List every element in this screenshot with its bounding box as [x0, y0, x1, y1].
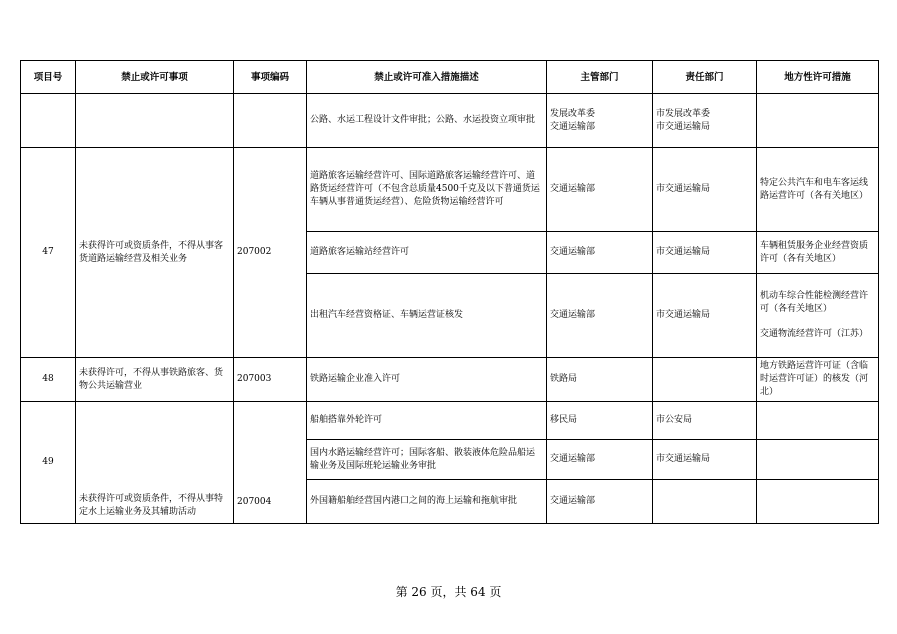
header-matter: 禁止或许可事项	[76, 61, 234, 94]
cell-num: 49	[21, 402, 76, 524]
local-measure-2: 交通物流经营许可（江苏）	[760, 329, 869, 339]
cell-dept: 移民局	[547, 402, 653, 440]
permit-table	[20, 60, 879, 524]
cell-code: 207003	[234, 358, 307, 402]
cell-resp: 市发展改革委 市交通运输局	[653, 94, 757, 148]
cell-dept: 交通运输部	[547, 480, 653, 524]
cell-resp	[653, 480, 757, 524]
header-code: 事项编码	[234, 61, 307, 94]
cell-num: 47	[21, 148, 76, 358]
cell-local: 车辆租赁服务企业经营资质许可（各有关地区）	[757, 232, 879, 274]
cell-matter	[76, 94, 234, 148]
cell-local	[757, 274, 879, 358]
cell-measure: 船舶搭靠外轮许可	[307, 402, 547, 440]
cell-measure: 铁路运输企业准入许可	[307, 358, 547, 402]
cell-dept: 铁路局	[547, 358, 653, 402]
page-number: 第 26 页，共 64 页	[395, 585, 502, 599]
cell-measure: 道路旅客运输经营许可、国际道路旅客运输经营许可、道路货运经营许可（不包含总质量4500千克及以下普通货运车辆从事普通货运经营）、危险货物运输经营许可	[307, 148, 547, 232]
local-measure-1: 机动车综合性能检测经营许可（各有关地区）	[760, 291, 869, 314]
cell-dept: 交通运输部	[547, 274, 653, 358]
cell-resp: 市交通运输局	[653, 148, 757, 232]
header-row	[21, 61, 879, 94]
cell-resp	[653, 358, 757, 402]
table-row	[21, 358, 879, 402]
cell-local	[757, 94, 879, 148]
cell-matter: 未获得许可，不得从事铁路旅客、货物公共运输营业	[76, 358, 234, 402]
cell-code: 207002	[234, 148, 307, 358]
cell-local	[757, 440, 879, 480]
cell-measure: 外国籍船舶经营国内港口之间的海上运输和拖航审批	[307, 480, 547, 524]
cell-measure: 公路、水运工程设计文件审批；公路、水运投资立项审批	[307, 94, 547, 148]
cell-resp: 市交通运输局	[653, 232, 757, 274]
header-dept: 主管部门	[547, 61, 653, 94]
cell-measure: 国内水路运输经营许可；国际客船、散装液体危险品船运输业务及国际班轮运输业务审批	[307, 440, 547, 480]
header-resp: 责任部门	[653, 61, 757, 94]
cell-dept: 交通运输部	[547, 232, 653, 274]
header-measure: 禁止或许可准入措施描述	[307, 61, 547, 94]
table-row	[21, 94, 879, 148]
cell-resp: 市交通运输局	[653, 274, 757, 358]
cell-matter: 未获得许可或资质条件，不得从事客货道路运输经营及相关业务	[76, 148, 234, 358]
cell-measure: 出租汽车经营资格证、车辆运营证核发	[307, 274, 547, 358]
table-row	[21, 402, 879, 440]
header-item-no: 项目号	[21, 61, 76, 94]
cell-matter: 未获得许可或资质条件，不得从事特定水上运输业务及其辅助活动	[76, 402, 234, 524]
cell-resp: 市交通运输局	[653, 440, 757, 480]
cell-num	[21, 94, 76, 148]
header-local: 地方性许可措施	[757, 61, 879, 94]
cell-measure: 道路旅客运输站经营许可	[307, 232, 547, 274]
cell-code	[234, 94, 307, 148]
cell-dept: 发展改革委 交通运输部	[547, 94, 653, 148]
table-row	[21, 148, 879, 232]
cell-num: 48	[21, 358, 76, 402]
cell-local	[757, 402, 879, 440]
cell-resp: 市公安局	[653, 402, 757, 440]
cell-dept: 交通运输部	[547, 440, 653, 480]
cell-dept: 交通运输部	[547, 148, 653, 232]
cell-local: 特定公共汽车和电车客运线路运营许可（各有关地区）	[757, 148, 879, 232]
cell-code: 207004	[234, 402, 307, 524]
cell-local: 地方铁路运营许可证（含临时运营许可证）的核发（河北）	[757, 358, 879, 402]
cell-local	[757, 480, 879, 524]
